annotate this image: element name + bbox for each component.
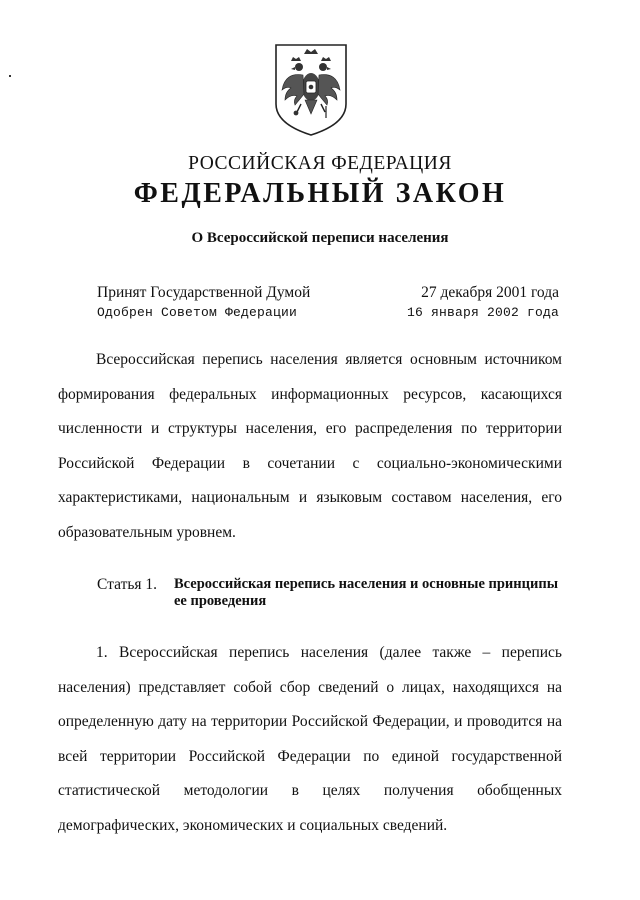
duma-label: Принят Государственной Думой — [97, 284, 311, 301]
adoption-duma-row — [97, 284, 559, 302]
law-title: О Всероссийской переписи населения — [191, 230, 449, 246]
country-name: РОССИЙСКАЯ ФЕДЕРАЦИЯ — [188, 153, 452, 174]
adoption-council-row — [97, 305, 559, 320]
law-type-heading: ФЕДЕРАЛЬНЫЙ ЗАКОН — [133, 178, 507, 209]
duma-date: 27 декабря 2001 года — [421, 284, 559, 301]
article-title: Всероссийская перепись населения и основные принципы ее проведения — [174, 576, 559, 609]
article-number: Статья 1. — [97, 576, 158, 593]
council-date: 16 января 2002 года — [406, 305, 559, 320]
article-clause-paragraph: 1. Всероссийская перепись населения (далее также – перепись населения) представляет собой сбор сведений о лицах, находящихся на определенную дату на территории Российской Федерации, и проводится на всей территории Российской Федерации по единой государственной статистической методологии в целях получения обобщенных демографических, экономических и социальных сведений. — [58, 644, 562, 834]
coat-of-arms-icon — [273, 42, 349, 138]
article-heading — [97, 576, 567, 610]
scan-speck — [9, 75, 11, 77]
preamble-paragraph: Всероссийская перепись населения является основным источником формирования федеральных информационных ресурсов, касающихся численности и структуры населения, его распределения по территории Российской Федерации в сочетании с социально-экономическими характеристиками, национальным и языковым составом населения, его образовательным уровнем. — [58, 351, 562, 541]
council-label: Одобрен Советом Федерации — [97, 305, 298, 320]
